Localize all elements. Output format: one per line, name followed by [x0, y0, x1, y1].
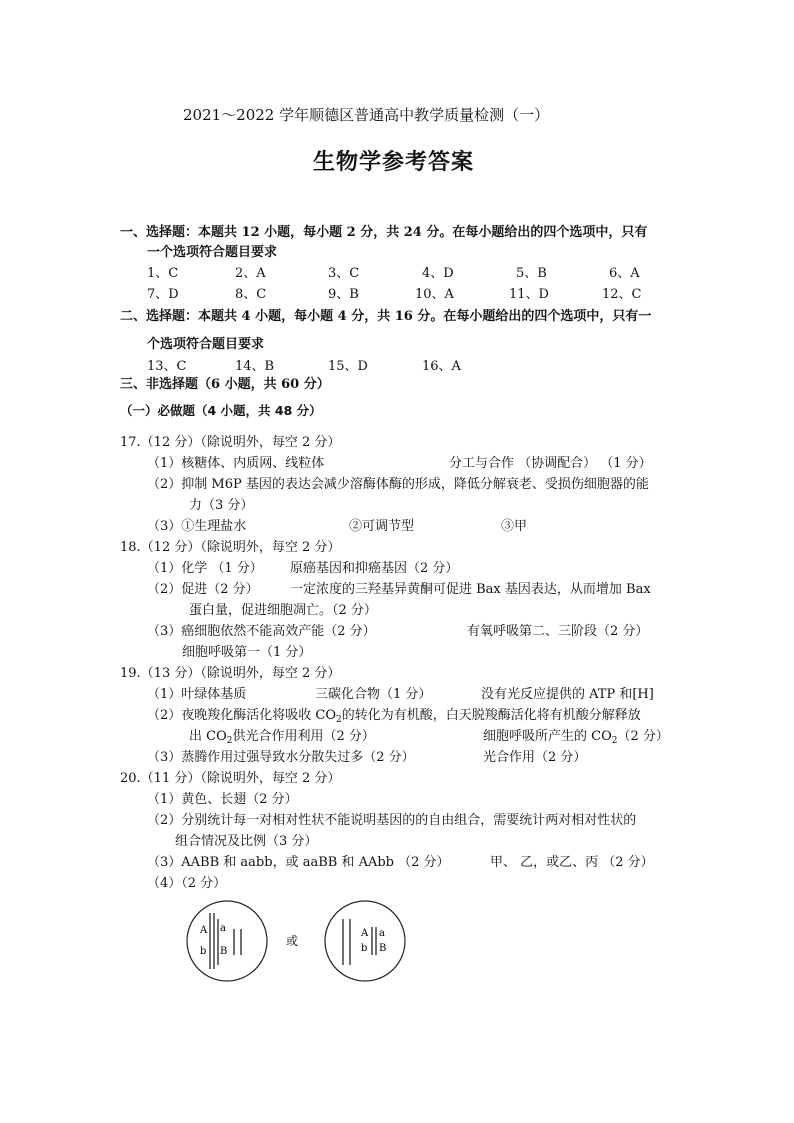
q20-part1: （1）黄色、长翅（2 分）	[147, 792, 298, 807]
answer-15: 15、D	[328, 359, 368, 374]
q18-part3-b: 有氧呼吸第二、三阶段（2 分）	[467, 624, 649, 639]
q20-head: 20.（11 分）（除说明外，每空 2 分）	[120, 771, 341, 786]
q19-part1-c: 没有光反应提供的 ATP 和[H]	[481, 687, 654, 702]
q19-head: 19.（13 分）（除说明外，每空 2 分）	[120, 666, 341, 681]
answer-8: 8、C	[235, 287, 267, 302]
q19-part2-a	[147, 705, 641, 726]
q19-part3-b: 光合作用（2 分）	[483, 750, 587, 765]
q17-part3-b: ②可调节型	[349, 519, 415, 534]
answer-14: 14、B	[235, 359, 275, 374]
q20-part2-b: 组合情况及比例（3 分）	[175, 834, 318, 849]
q18-part2-b: 一定浓度的三羟基异黄酮可促进 Bax 基因表达，从而增加 Bax	[290, 582, 651, 597]
section1-heading-line2: 一个选项符合题目要求	[147, 245, 278, 260]
answer-7: 7、D	[147, 287, 179, 302]
q17-part1-b: 分工与合作 （协调配合） （1 分）	[449, 456, 652, 471]
q19-part2-c-text2: （2 分）	[617, 729, 669, 744]
q18-part3-a: （3）癌细胞依然不能高效产能（2 分）	[147, 624, 376, 639]
q18-head: 18.（12 分）（除说明外，每空 2 分）	[120, 540, 341, 555]
q17-part1-a: （1）核糖体、内质网、线粒体	[147, 456, 325, 471]
gene-label-a: a	[220, 923, 226, 934]
q17-part2-a: （2）抑制 M6P 基因的表达会减少溶酶体酶的形成，降低分解衰老、受损伤细胞器的能	[147, 477, 649, 492]
cell-left-outline	[187, 901, 267, 981]
answer-10: 10、A	[415, 287, 454, 302]
q19-part2-b-text1: 出 CO	[189, 729, 227, 744]
q20-part4: （4）（2 分）	[147, 876, 227, 891]
q19-part2-c-text1: 细胞呼吸所产生的 CO	[483, 729, 612, 744]
q20-part3-b: 甲、 乙，或乙、丙 （2 分）	[490, 855, 654, 870]
gene-label-B: B	[220, 946, 228, 957]
gene-label-A: A	[200, 925, 208, 936]
q19-part2-b-text2: 供光合作用利用（2 分）	[232, 729, 375, 744]
q19-part2-b	[189, 726, 375, 747]
q18-part2-a: （2）促进（2 分）	[147, 582, 259, 597]
q20-part2-a: （2）分别统计每一对相对性状不能说明基因的的自由组合，需要统计两对相对性状的	[147, 813, 637, 828]
q19-part3-a: （3）蒸腾作用过强导致水分散失过多（2 分）	[147, 750, 415, 765]
q17-part2-b: 力（3 分）	[189, 498, 254, 513]
q18-part1-a: （1）化学 （1 分）	[147, 561, 263, 576]
answer-13: 13、C	[147, 359, 187, 374]
answer-2: 2、A	[235, 266, 266, 281]
exam-header: 2021～2022 学年顺德区普通高中教学质量检测（一）	[183, 106, 550, 124]
answer-11: 11、D	[509, 287, 549, 302]
q17-head: 17.（12 分）（除说明外，每空 2 分）	[120, 435, 341, 450]
q19-part1-b: 三碳化合物（1 分）	[315, 687, 432, 702]
q18-part2-c: 蛋白量，促进细胞凋亡。（2 分）	[189, 603, 377, 618]
page-title: 生物学参考答案	[313, 149, 475, 175]
gene-label-B: B	[379, 943, 387, 954]
gene-label-a: a	[379, 928, 385, 939]
answer-1: 1、C	[147, 266, 179, 281]
section2-heading-line1: 二、选择题：本题共 4 小题，每小题 4 分，共 16 分。在每小题给出的四个选项中，只有一	[120, 309, 652, 324]
q19-part2-a-text2: 的转化为有机酸，白天脱羧酶活化将有机酸分解释放	[341, 708, 641, 723]
answer-5: 5、B	[516, 266, 547, 281]
section3-subheading: （一）必做题（4 小题，共 48 分）	[120, 403, 322, 418]
section1-heading-line1: 一、选择题：本题共 12 小题，每小题 2 分，共 24 分。在每小题给出的四个选项中，只有	[120, 225, 648, 240]
answer-3: 3、C	[328, 266, 360, 281]
q19-part1-a: （1）叶绿体基质	[147, 687, 247, 702]
or-label: 或	[286, 934, 299, 948]
q17-part3-c: ③甲	[501, 519, 528, 534]
co2-subscript: 2	[611, 736, 618, 746]
section3-heading: 三、非选择题（6 小题，共 60 分）	[120, 377, 330, 392]
gene-label-b: b	[200, 946, 207, 957]
section2-heading-line2: 个选项符合题目要求	[147, 337, 265, 352]
gene-label-b: b	[361, 943, 368, 954]
q18-part3-c: 细胞呼吸第一（1 分）	[182, 645, 312, 660]
co2-subscript: 2	[336, 715, 342, 725]
gene-label-A: A	[361, 928, 369, 939]
q19-part2-c	[483, 726, 669, 747]
answer-16: 16、A	[422, 359, 461, 374]
chromosome-diagram	[180, 895, 420, 990]
cell-right-outline	[325, 901, 405, 981]
q18-part1-b: 原癌基因和抑癌基因（2 分）	[290, 561, 459, 576]
q17-part3-a: （3）①生理盐水	[147, 519, 247, 534]
answer-9: 9、B	[328, 287, 359, 302]
answer-6: 6、A	[609, 266, 640, 281]
q19-part2-a-text1: （2）夜晚羧化酶活化将吸收 CO	[147, 708, 337, 723]
q20-part3-a: （3）AABB 和 aabb，或 aaBB 和 AAbb （2 分）	[147, 855, 450, 870]
co2-subscript: 2	[226, 736, 233, 746]
answer-12: 12、C	[602, 287, 642, 302]
answer-4: 4、D	[422, 266, 454, 281]
